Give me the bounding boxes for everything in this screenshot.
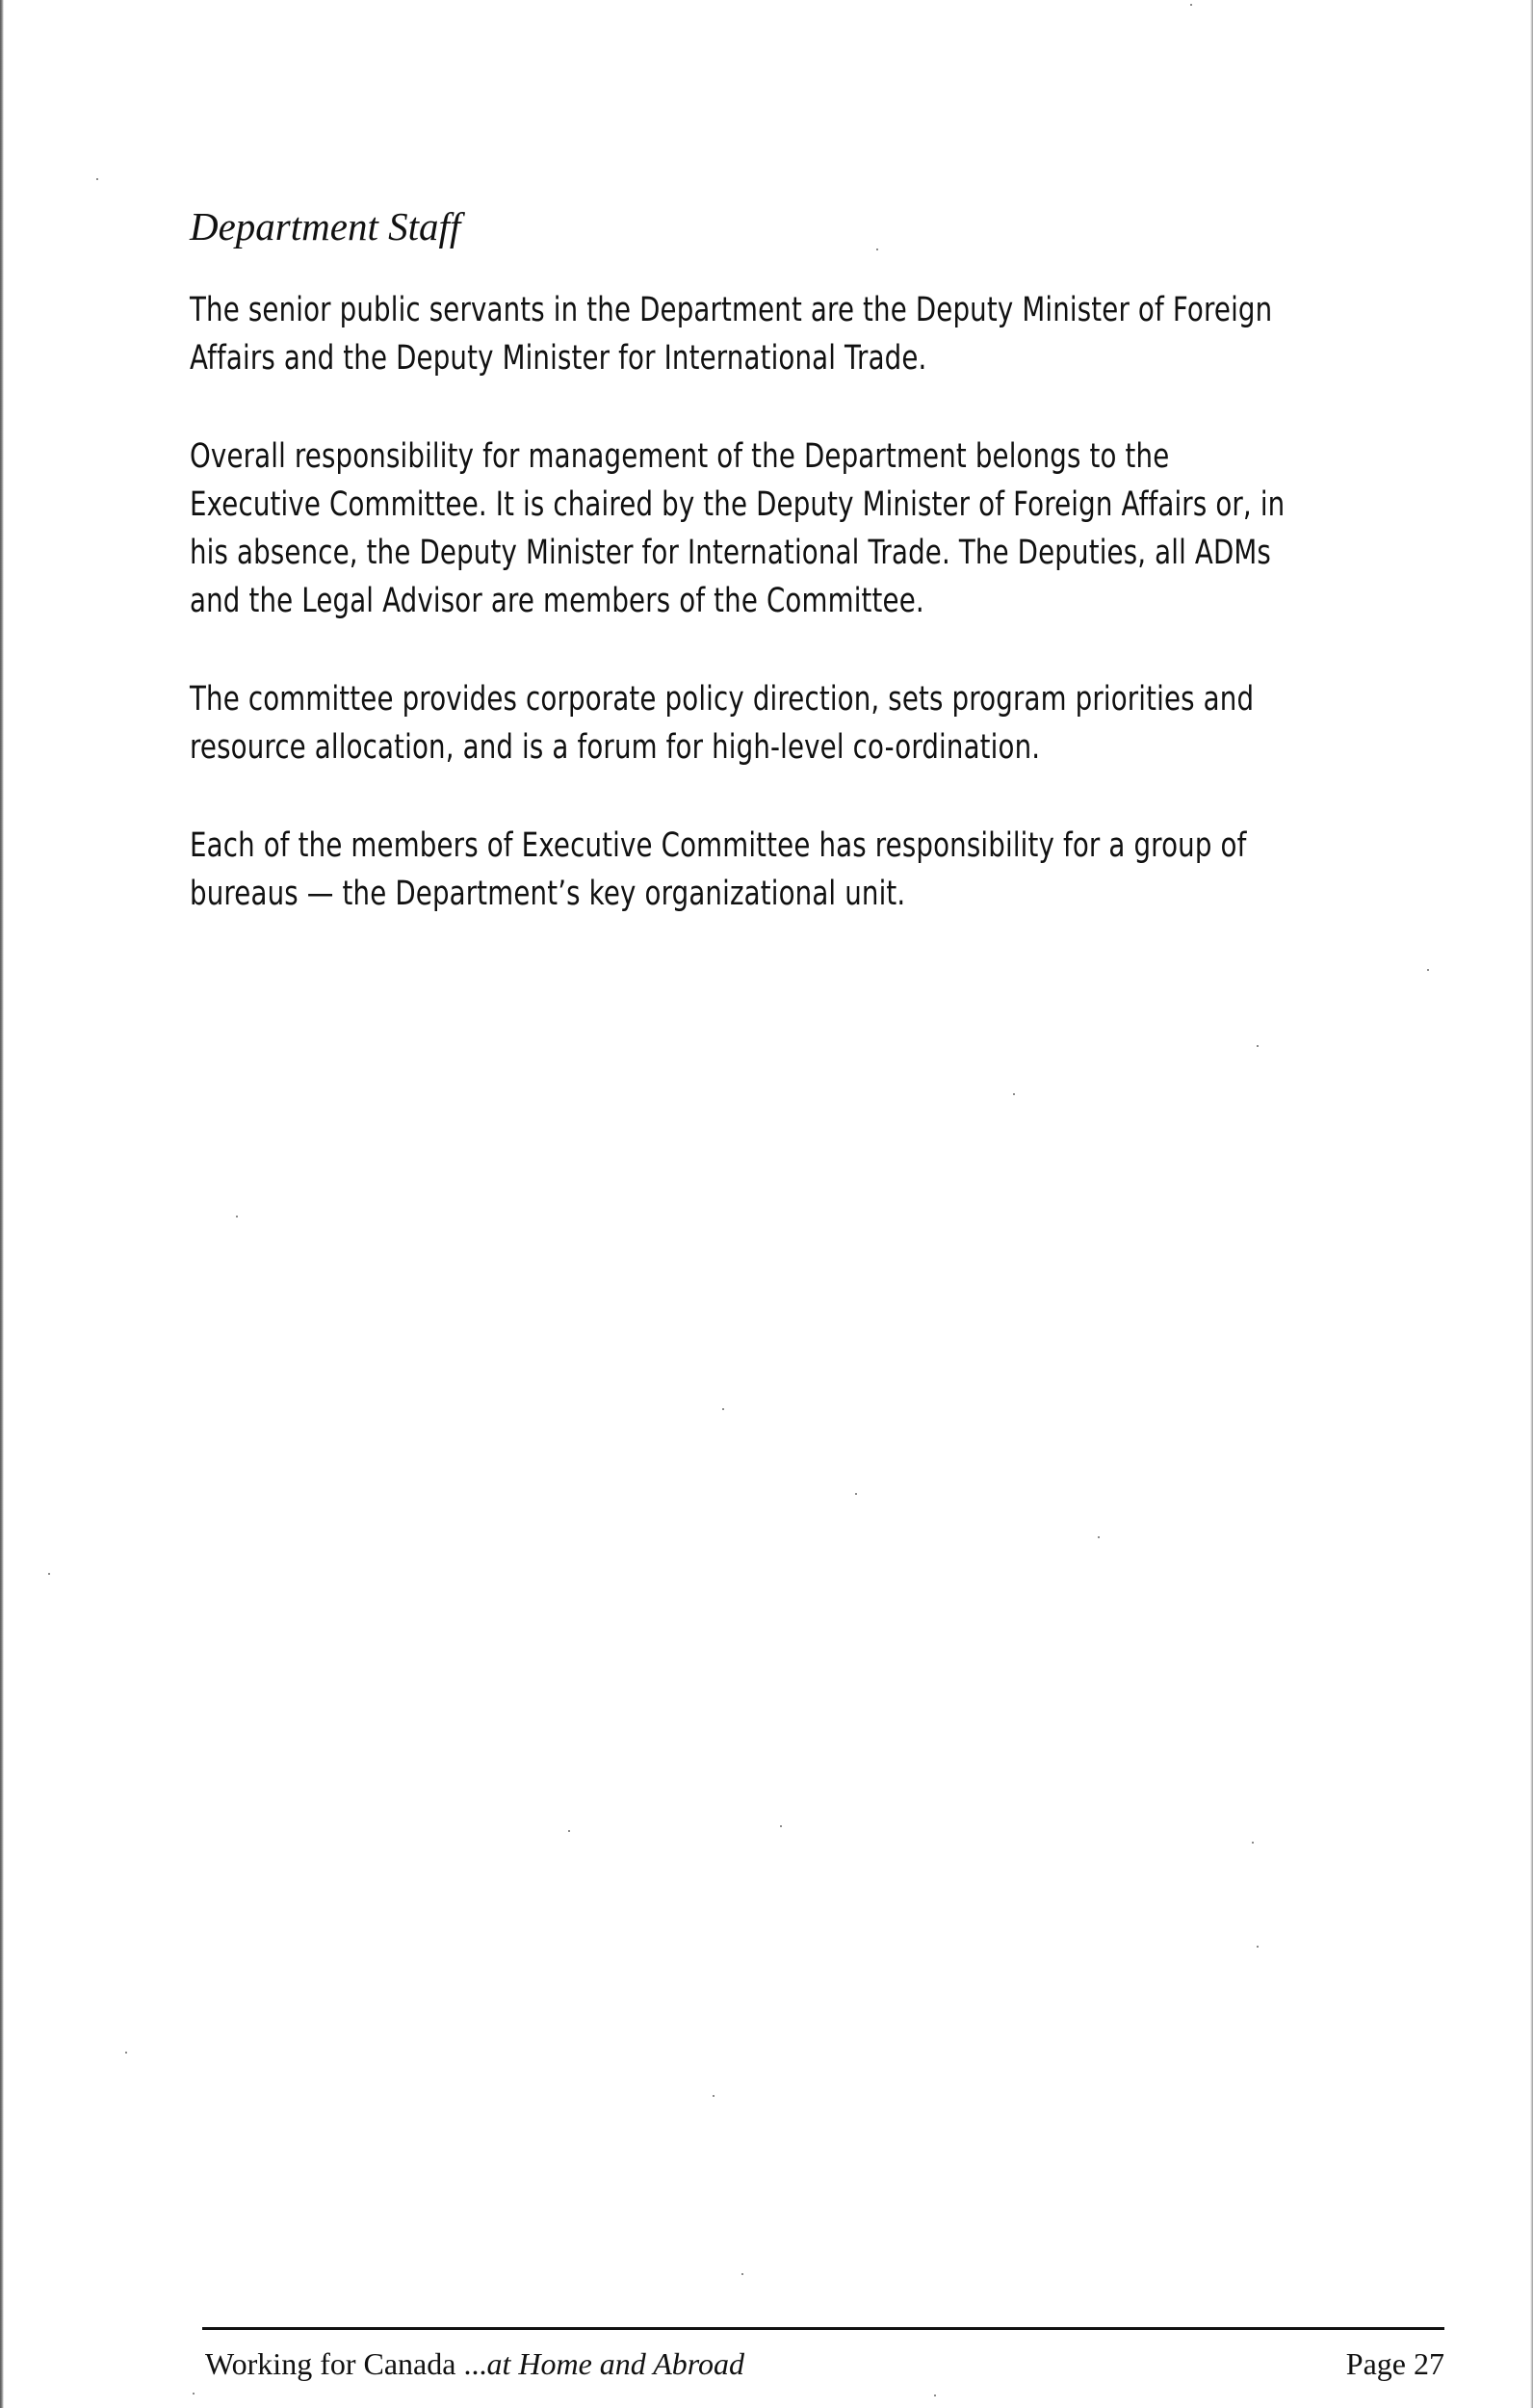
scan-speck <box>780 1825 782 1827</box>
text-line: The senior public servants in the Department are the Deputy Minister of Foreign <box>190 291 1273 329</box>
scan-speck <box>125 2052 127 2054</box>
text-line: his absence, the Deputy Minister for International Trade. The Deputies, all ADMs <box>190 534 1271 572</box>
scan-speck <box>741 2273 743 2275</box>
scan-speck <box>1252 1842 1254 1844</box>
scan-speck <box>722 1408 724 1410</box>
scan-speck <box>96 178 98 180</box>
paragraph-bureaus <box>190 822 1445 918</box>
scan-speck <box>1257 1045 1259 1047</box>
scan-speck <box>1098 1536 1100 1538</box>
scan-speck <box>713 2095 715 2097</box>
scan-left-edge <box>0 0 4 2408</box>
scan-speck <box>236 1216 238 1217</box>
scan-speck <box>934 2395 936 2396</box>
scan-speck <box>568 1830 570 1832</box>
scan-speck <box>1190 4 1192 6</box>
paragraph-executive-committee <box>190 432 1445 625</box>
scan-speck <box>1013 1093 1015 1095</box>
scan-speck <box>193 2393 195 2395</box>
scan-speck <box>855 1493 857 1495</box>
text-line: and the Legal Advisor are members of the Committee. <box>190 582 924 620</box>
text-line: resource allocation, and is a forum for high-level co-ordination. <box>190 728 1041 767</box>
page-content <box>190 197 1442 968</box>
footer-subtitle: at Home and Abroad <box>486 2346 744 2381</box>
paragraph-senior-servants <box>190 286 1445 382</box>
text-line: Executive Committee. It is chaired by the Deputy Minister of Foreign Affairs or, in <box>190 485 1286 524</box>
section-heading: Department Staff <box>190 204 461 249</box>
text-line: Affairs and the Deputy Minister for International Trade. <box>190 339 927 378</box>
scan-speck <box>48 1573 50 1575</box>
footer-ellipsis: ... <box>455 2346 487 2381</box>
text-line: Overall responsibility for management of the Department belongs to the <box>190 437 1170 476</box>
footer-publication-title <box>205 2343 744 2385</box>
text-line: Each of the members of Executive Committee has responsibility for a group of <box>190 826 1247 865</box>
footer-publication: Working for Canada <box>205 2346 456 2381</box>
scan-speck <box>1257 1946 1259 1948</box>
footer-divider <box>202 2327 1444 2330</box>
text-line: bureaus — the Department’s key organizational unit. <box>190 875 906 913</box>
page-number: Page 27 <box>1345 2346 1444 2381</box>
text-line: The committee provides corporate policy direction, sets program priorities and <box>190 680 1255 719</box>
scan-speck <box>1427 969 1429 971</box>
paragraph-committee-role <box>190 675 1445 772</box>
